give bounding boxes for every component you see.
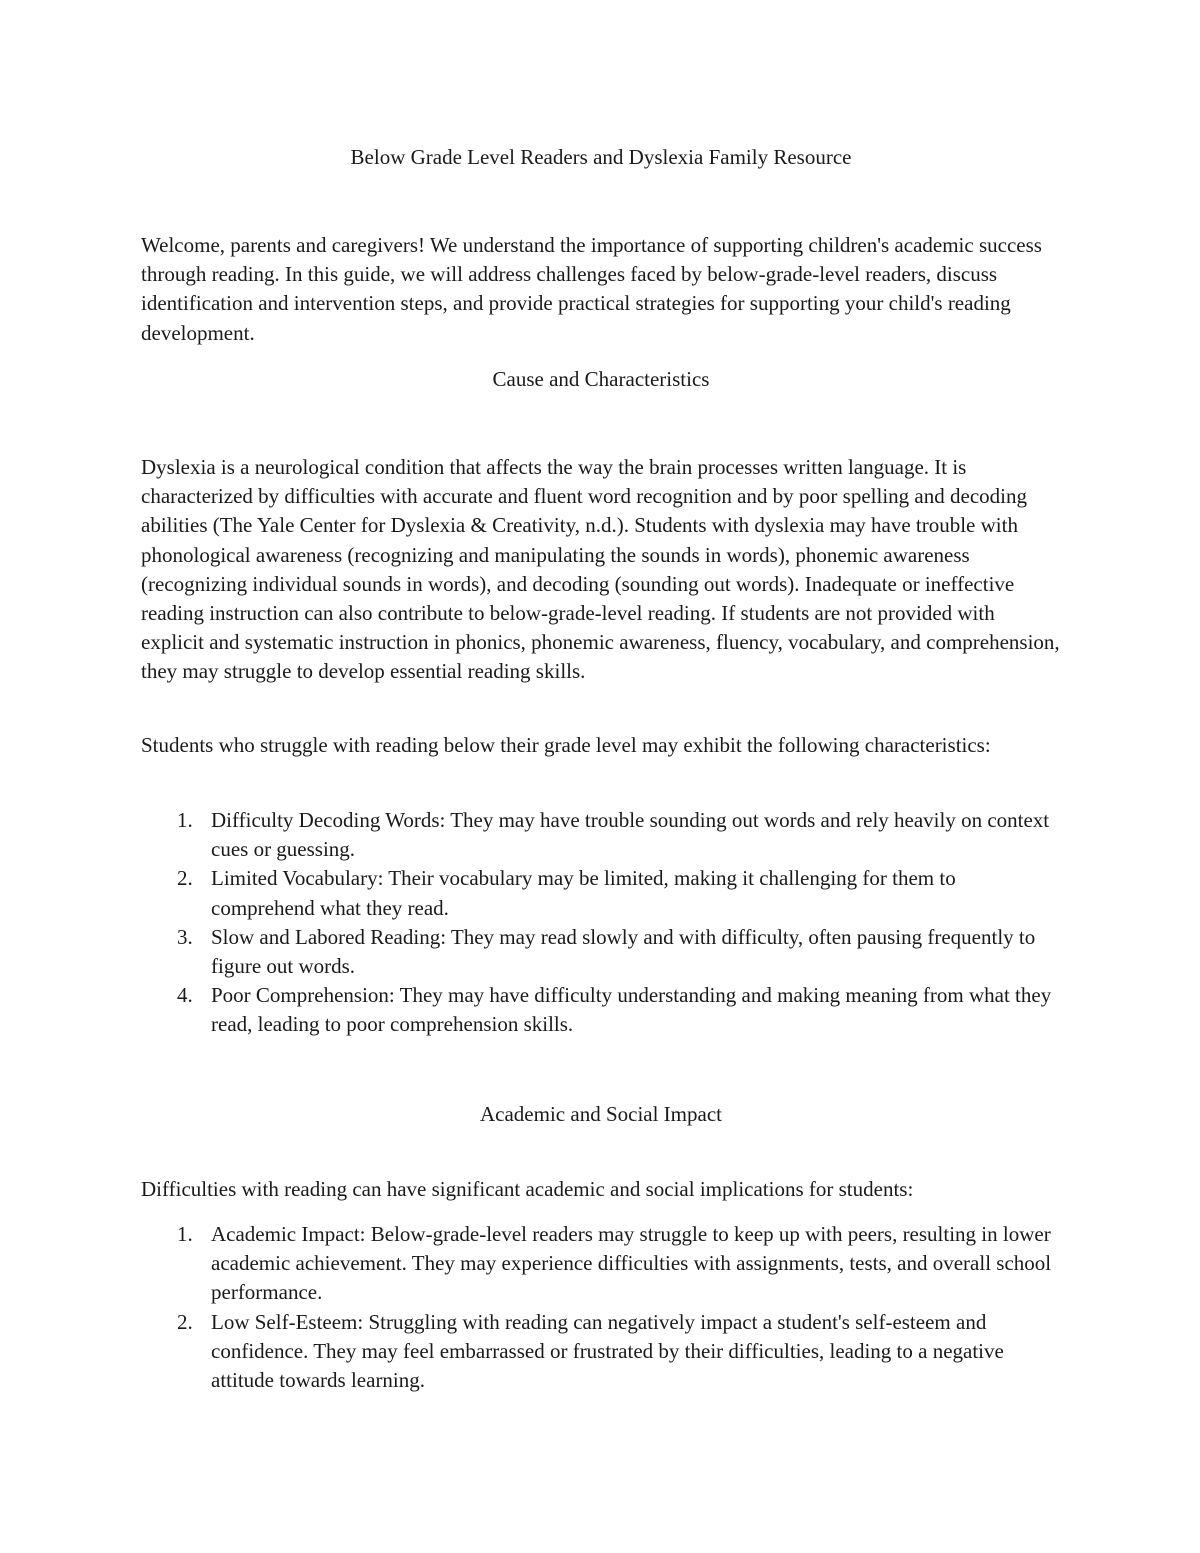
list-item-text: Slow and Labored Reading: They may read slowly and with difficulty, often pausing frequently to figure out words. (211, 924, 1036, 979)
list-number: 2. (177, 1309, 193, 1334)
list-item (141, 981, 1061, 1039)
list-item-text: Difficulty Decoding Words: They may have trouble sounding out words and rely heavily on context cues or guessing. (211, 808, 1050, 862)
section-heading-cause: Cause and Characteristics (492, 367, 710, 391)
list-number: 4. (177, 983, 193, 1008)
list-number: 3. (177, 924, 193, 949)
list-number: 2. (177, 866, 193, 891)
section1-paragraph-1: Dyslexia is a neurological condition that affects the way the brain processes written language. It is characterized by difficulties with accurate and fluent word recognition and by poor spelling and decoding abilities (The Yale Center for Dyslexia & Creativity, n.d.). Students with dyslexia may have trouble with phonological awareness (recognizing and manipulating the sounds in words), phonemic awareness (recognizing individual sounds in words), and decoding (sounding out words). Inadequate or ineffective reading instruction can also contribute to below-grade-level reading. If students are not provided with explicit and systematic instruction in phonics, phonemic awareness, fluency, vocabulary, and comprehension, they may struggle to develop essential reading skills. (141, 455, 1060, 684)
list-item (141, 1220, 1061, 1308)
section2-paragraph-1: Difficulties with reading can have significant academic and social implications for students: (141, 1177, 914, 1201)
section1-paragraph-2: Students who struggle with reading below their grade level may exhibit the following characteristics: (141, 733, 991, 757)
impact-list (141, 1220, 1061, 1395)
list-item-text: Poor Comprehension: They may have difficulty understanding and making meaning from what they read, leading to poor comprehension skills. (211, 983, 1052, 1037)
list-number: 1. (177, 808, 193, 832)
list-item (141, 1308, 1061, 1396)
list-item-text: Limited Vocabulary: Their vocabulary may be limited, making it challenging for them to comprehend what they read. (211, 866, 956, 920)
list-item (141, 923, 1061, 981)
section-heading-impact: Academic and Social Impact (480, 1102, 722, 1126)
list-item (141, 864, 1061, 922)
intro-paragraph: Welcome, parents and caregivers! We understand the importance of supporting children's academic success through reading. In this guide, we will address challenges faced by below-grade-level readers, discuss identification and intervention steps, and provide practical strategies for supporting your child's reading development. (141, 233, 1042, 345)
list-item-text: Low Self-Esteem: Struggling with reading can negatively impact a student's self-esteem and confidence. They may feel embarrassed or frustrated by their difficulties, leading to a negative attitude towards learning. (211, 1309, 1004, 1393)
list-item-text: Academic Impact: Below-grade-level readers may struggle to keep up with peers, resulting in lower academic achievement. They may experience difficulties with assignments, tests, and overall school performance. (211, 1222, 1052, 1305)
characteristics-list (141, 806, 1061, 1040)
list-number: 1. (177, 1222, 193, 1246)
document-title: Below Grade Level Readers and Dyslexia Family Resource (350, 145, 852, 169)
list-item (141, 806, 1061, 864)
